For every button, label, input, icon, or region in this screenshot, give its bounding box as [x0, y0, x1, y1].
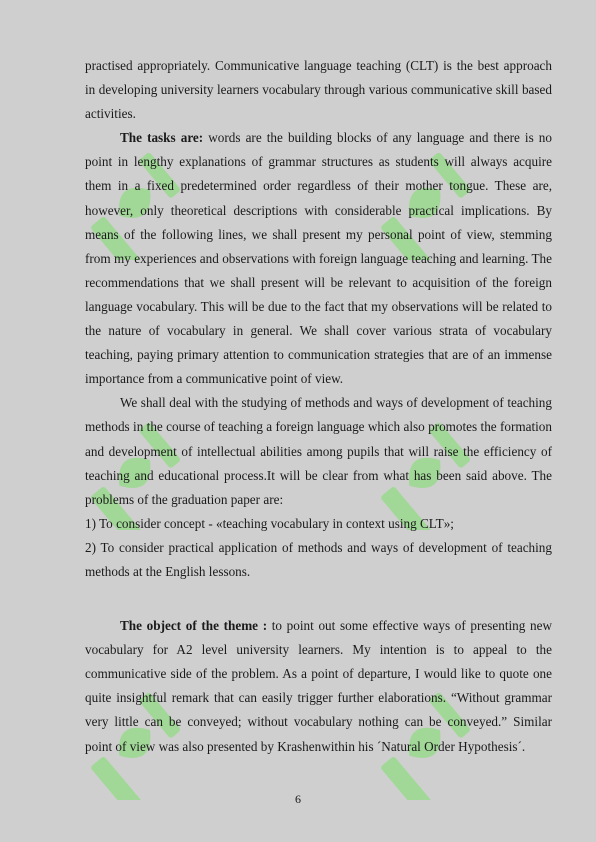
- paragraph-intro: [85, 54, 552, 126]
- paragraph-lead: The tasks are:: [120, 130, 204, 146]
- paragraph-spacer: [85, 584, 552, 614]
- list-item: [85, 512, 552, 536]
- paragraph-text: practised appropriately. Communicative language teaching (CLT) is the best approach in developing university learners vocabulary through various communicative skill based activities.: [85, 58, 552, 122]
- paragraph-text: 2) To consider practical application of methods and ways of development of teaching methods at the English lessons.: [85, 539, 552, 579]
- paragraph-methods: [85, 391, 552, 511]
- paragraph-text: words are the building blocks of any language and there is no point in lengthy explanations of grammar structures as students will always acquire them in a fixed predetermined order regardless of their mother tongue. These are, however, only theoretical descriptions with considerable practical implications. By means of the following lines, we shall present my personal point of view, stemming from my experiences and observations with foreign language teaching and learning. The recommendations that we shall present will be relevant to acquisition of the foreign language vocabulary. This will be due to the fact that my observations will be related to the nature of vocabulary in general. We shall cover various strata of vocabulary teaching, paying primary attention to communication strategies that are of an immense importance from a communicative point of view.: [85, 130, 552, 387]
- list-item: [85, 536, 552, 584]
- paragraph-lead: The object of the theme :: [120, 618, 268, 634]
- body-text: [85, 54, 552, 759]
- paragraph-text: 1) To consider concept - «teaching vocabulary in context using CLT»;: [85, 515, 454, 531]
- page-number: 6: [295, 792, 301, 806]
- paragraph-text: We shall deal with the studying of methods and ways of development of teaching methods in the course of teaching a foreign language which also promotes the formation and development of intellectual abilities among pupils that will raise the efficiency of teaching and educational process.It will be clear from what has been said above. The problems of the graduation paper are:: [85, 395, 552, 507]
- paragraph-text: to point out some effective ways of presenting new vocabulary for A2 level university learners. My intention is to appeal to the communicative side of the problem. As a point of departure, I would like to quote one quite insightful remark that can easily trigger further elaborations. “Without grammar very little can be conveyed; without vocabulary nothing can be conveyed.” Similar point of view was also presented by Krashenwithin his ´Natural Order Hypothesis´.: [85, 618, 552, 754]
- paragraph-object: [85, 614, 552, 759]
- paragraph-tasks: [85, 126, 552, 391]
